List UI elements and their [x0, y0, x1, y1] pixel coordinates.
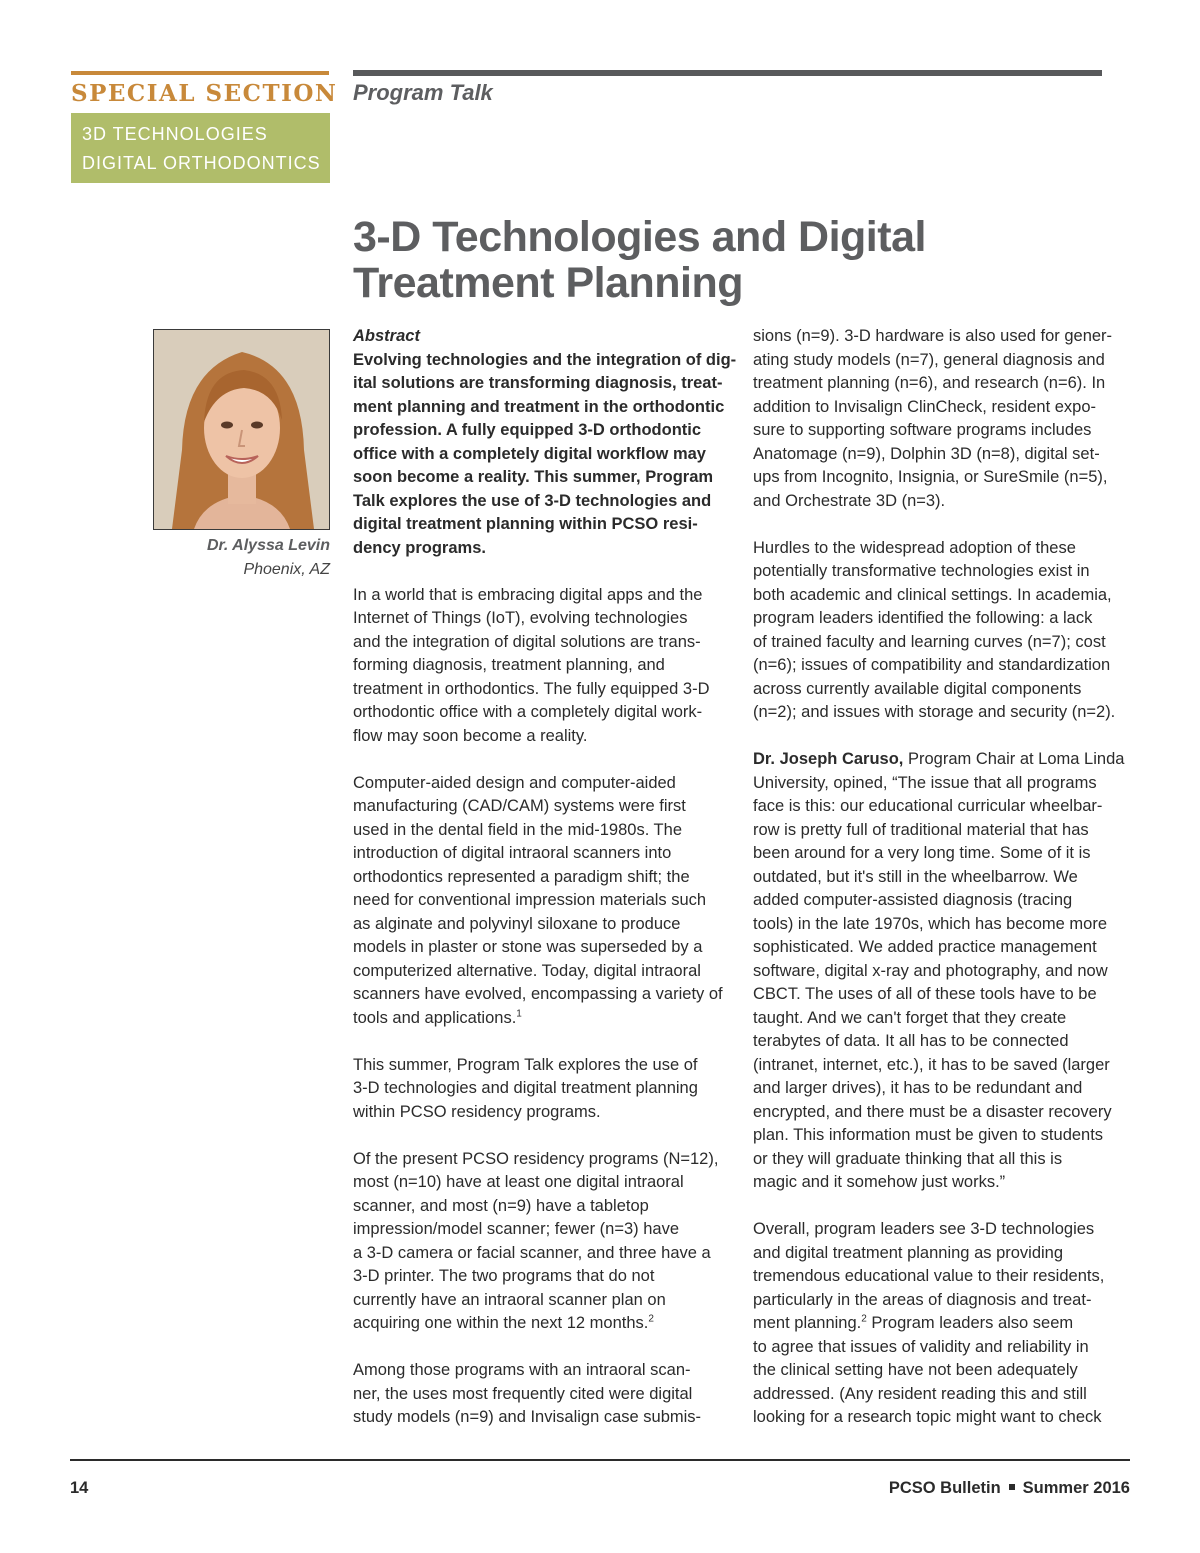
text-line: ner, the uses most frequently cited were digital: [353, 1384, 693, 1403]
text-line: forming diagnosis, treatment planning, and: [353, 656, 665, 674]
speaker-name: Dr. Joseph Caruso,: [753, 750, 904, 768]
paragraph: [753, 748, 1133, 1195]
topic-box: [71, 113, 330, 183]
author-name: Dr. Alyssa Levin: [206, 537, 330, 554]
text-fragment: Program Chair at Loma Linda: [903, 750, 1125, 768]
text-line: ating study models (n=7), general diagnosis and: [753, 350, 1105, 369]
text-line: and digital treatment planning as providing: [753, 1243, 1064, 1262]
text-line: magic and it somehow just works.”: [753, 1173, 1006, 1191]
text-line: both academic and clinical settings. In academia,: [753, 585, 1112, 604]
paragraph: [753, 1218, 1133, 1430]
text-line: [353, 1312, 733, 1336]
abstract-line: Evolving technologies and the integration of dig-: [353, 350, 737, 369]
column-right: [753, 325, 1133, 1453]
text-line: a 3-D camera or facial scanner, and three have a: [353, 1243, 711, 1262]
text-line: orthodontics represented a paradigm shift; the: [353, 867, 690, 886]
text-line: (intranet, internet, etc.), it has to be saved (larger: [753, 1055, 1110, 1074]
text-line: Of the present PCSO residency programs (N=12),: [353, 1149, 719, 1168]
text-line: currently have an intraoral scanner plan on: [353, 1290, 666, 1309]
abstract-line: digital treatment planning within PCSO resi-: [353, 515, 698, 533]
text-line: This summer, Program Talk explores the use of: [353, 1055, 698, 1074]
text-fragment: tools and applications.: [353, 1008, 517, 1027]
text-line: sions (n=9). 3-D hardware is also used for gener-: [753, 327, 1113, 345]
text-line: In a world that is embracing digital apps and the: [353, 585, 703, 604]
paragraph: [753, 325, 1133, 513]
abstract-line: soon become a reality. This summer, Program: [353, 468, 714, 486]
text-line: and Orchestrate 3D (n=3).: [753, 491, 946, 510]
abstract-line: dency programs.: [353, 538, 486, 557]
text-line: and the integration of digital solutions are trans-: [353, 632, 701, 651]
text-line: impression/model scanner; fewer (n=3) have: [353, 1220, 680, 1238]
text-line: (n=6); issues of compatibility and standardization: [753, 656, 1111, 674]
footnote-ref: 1: [516, 1008, 522, 1019]
text-line: the clinical setting have not been adequately: [753, 1361, 1078, 1379]
portrait-illustration: [154, 330, 329, 529]
text-line: models in plaster or stone was superseded by a: [353, 938, 703, 956]
text-line: and larger drives), it has to be redundant and: [753, 1079, 1083, 1097]
text-line: face is this: our educational curricular wheelbar-: [753, 797, 1103, 815]
abstract-line: ment planning and treatment in the orthodontic: [353, 397, 725, 416]
paragraph: [753, 537, 1133, 725]
footnote-ref: 2: [861, 1313, 867, 1325]
text-line: treatment planning (n=6), and research (n=6). In: [753, 374, 1106, 392]
text-line: need for conventional impression materials such: [353, 891, 707, 909]
page-number: 14: [70, 1479, 89, 1497]
paragraph: [353, 1148, 733, 1336]
abstract-line: office with a completely digital workflow may: [353, 444, 706, 463]
text-line: outdated, but it's still in the wheelbarrow. We: [753, 867, 1078, 886]
column-left: [353, 325, 737, 1453]
abstract-line: Talk explores the use of 3-D technologies and: [353, 491, 712, 510]
article-title: [353, 214, 1153, 306]
text-line: [753, 748, 1133, 772]
text-line: sophisticated. We added practice management: [753, 938, 1097, 956]
text-line: scanner, and most (n=9) have a tabletop: [353, 1196, 649, 1215]
text-line: across currently available digital components: [753, 679, 1082, 698]
text-line: taught. And we can't forget that they create: [753, 1008, 1067, 1027]
text-line: within PCSO residency programs.: [353, 1102, 601, 1121]
text-line: software, digital x-ray and photography, and now: [753, 961, 1108, 980]
text-fragment: ment planning.: [753, 1314, 862, 1332]
text-line: Computer-aided design and computer-aided: [353, 773, 676, 792]
abstract: [353, 325, 737, 560]
text-line: Internet of Things (IoT), evolving technologies: [353, 609, 688, 627]
text-line: potentially transformative technologies exist in: [753, 562, 1090, 580]
title-line: Treatment Planning: [353, 259, 744, 307]
footer-publication: [800, 1479, 1130, 1498]
text-line: [353, 1007, 733, 1031]
text-line: Among those programs with an intraoral scan-: [353, 1361, 691, 1379]
text-line: of trained faculty and learning curves (n=7); cost: [753, 632, 1106, 651]
text-line: Anatomage (n=9), Dolphin 3D (n=8), digital set-: [753, 444, 1100, 463]
text-line: tremendous educational value to their residents,: [753, 1267, 1105, 1285]
text-line: most (n=10) have at least one digital intraoral: [353, 1173, 684, 1191]
text-line: ups from Incognito, Insignia, or SureSmile (n=5),: [753, 468, 1108, 486]
text-line: added computer-assisted diagnosis (tracing: [753, 891, 1073, 909]
text-line: sure to supporting software programs includes: [753, 421, 1092, 439]
paragraph: [353, 584, 733, 749]
text-line: (n=2); and issues with storage and security (n=2).: [753, 703, 1116, 721]
topic-line: 3D TECHNOLOGIES: [82, 124, 268, 144]
text-line: addressed. (Any resident reading this and still: [753, 1384, 1087, 1403]
text-line: treatment in orthodontics. The fully equipped 3-D: [353, 679, 710, 698]
author-location: Phoenix, AZ: [243, 561, 330, 578]
text-line: addition to Invisalign ClinCheck, resident expo-: [753, 397, 1097, 416]
section-rule-gray: [353, 70, 1102, 76]
text-line: Overall, program leaders see 3-D technologies: [753, 1220, 1095, 1238]
text-line: to agree that issues of validity and reliability in: [753, 1337, 1089, 1356]
paragraph: [353, 772, 733, 1031]
issue-label: Summer 2016: [1022, 1479, 1130, 1497]
text-line: [753, 1312, 1133, 1336]
paragraph: [353, 1359, 733, 1430]
text-line: used in the dental field in the mid-1980s. The: [353, 820, 682, 839]
text-line: 3-D printer. The two programs that do not: [353, 1267, 655, 1285]
text-line: University, opined, “The issue that all programs: [753, 773, 1097, 792]
text-line: terabytes of data. It all has to be connected: [753, 1032, 1069, 1050]
text-line: as alginate and polyvinyl siloxane to produce: [353, 914, 681, 933]
text-line: 3-D technologies and digital treatment planning: [353, 1079, 698, 1097]
square-bullet-icon: [1009, 1484, 1015, 1490]
footer-rule: [70, 1459, 1130, 1461]
text-line: scanners have evolved, encompassing a variety of: [353, 985, 723, 1003]
text-line: row is pretty full of traditional material that has: [753, 820, 1089, 839]
author-photo: [153, 329, 330, 530]
text-line: plan. This information must be given to students: [753, 1126, 1104, 1144]
text-line: or they will graduate thinking that all this is: [753, 1149, 1063, 1168]
text-line: computerized alternative. Today, digital intraoral: [353, 961, 701, 980]
topic-line: DIGITAL ORTHODONTICS: [82, 153, 321, 173]
text-line: program leaders identified the following: a lack: [753, 609, 1093, 627]
paragraph: [353, 1054, 733, 1125]
section-rule-orange: [71, 71, 329, 75]
publication-name: PCSO Bulletin: [888, 1479, 1001, 1497]
text-fragment: acquiring one within the next 12 months.: [353, 1314, 649, 1332]
abstract-heading: Abstract: [353, 327, 420, 345]
special-section-label: SPECIAL SECTION: [71, 80, 338, 107]
text-line: looking for a research topic might want to check: [753, 1408, 1102, 1426]
text-line: tools) in the late 1970s, which has become more: [753, 914, 1108, 933]
text-line: introduction of digital intraoral scanners into: [353, 844, 672, 862]
footnote-ref: 2: [648, 1313, 654, 1325]
text-line: orthodontic office with a completely digital work-: [353, 703, 703, 721]
section-name: Program Talk: [353, 80, 493, 105]
abstract-line: profession. A fully equipped 3-D orthodontic: [353, 421, 702, 439]
text-line: manufacturing (CAD/CAM) systems were first: [353, 797, 686, 815]
text-line: flow may soon become a reality.: [353, 726, 588, 745]
text-line: been around for a very long time. Some of it is: [753, 844, 1091, 862]
text-line: CBCT. The uses of all of these tools have to be: [753, 985, 1097, 1003]
text-fragment: Program leaders also seem: [866, 1314, 1074, 1332]
title-line: 3-D Technologies and Digital: [353, 213, 926, 261]
text-line: particularly in the areas of diagnosis and treat-: [753, 1290, 1092, 1309]
abstract-line: ital solutions are transforming diagnosis, treat-: [353, 374, 723, 392]
text-line: study models (n=9) and Invisalign case submis-: [353, 1408, 702, 1426]
text-line: encrypted, and there must be a disaster recovery: [753, 1102, 1112, 1121]
text-line: Hurdles to the widespread adoption of these: [753, 538, 1076, 557]
